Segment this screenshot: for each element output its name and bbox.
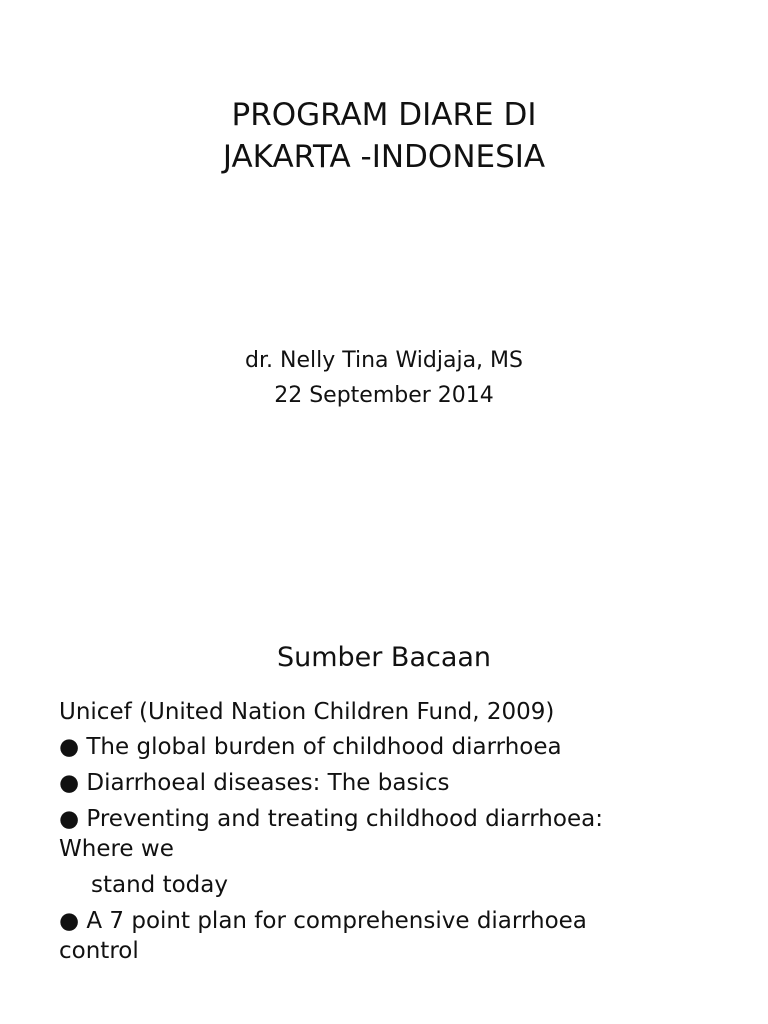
author-name: dr. Nelly Tina Widjaja, MS — [245, 348, 523, 373]
references-heading: Sumber Bacaan — [276, 642, 492, 673]
presentation-date: 22 September 2014 — [274, 383, 494, 408]
slide-title-line-1: PROGRAM DIARE DI — [231, 97, 537, 133]
reference-bullet-4-line-2: control — [59, 938, 139, 964]
reference-bullet-1: ● The global burden of childhood diarrhoea — [59, 734, 562, 760]
slide-title-line-2: JAKARTA -INDONESIA — [222, 139, 546, 175]
references-slide — [0, 600, 768, 1024]
reference-bullet-3-line-3: stand today — [91, 872, 228, 898]
reference-bullet-3-line-2: Where we — [59, 836, 174, 862]
reference-bullet-3-line-1: ● Preventing and treating childhood diarrhoea: — [59, 806, 603, 832]
reference-source: Unicef (United Nation Children Fund, 2009) — [59, 699, 555, 725]
reference-bullet-2: ● Diarrhoeal diseases: The basics — [59, 770, 450, 796]
reference-bullet-4-line-1: ● A 7 point plan for comprehensive diarrhoea — [59, 908, 587, 934]
